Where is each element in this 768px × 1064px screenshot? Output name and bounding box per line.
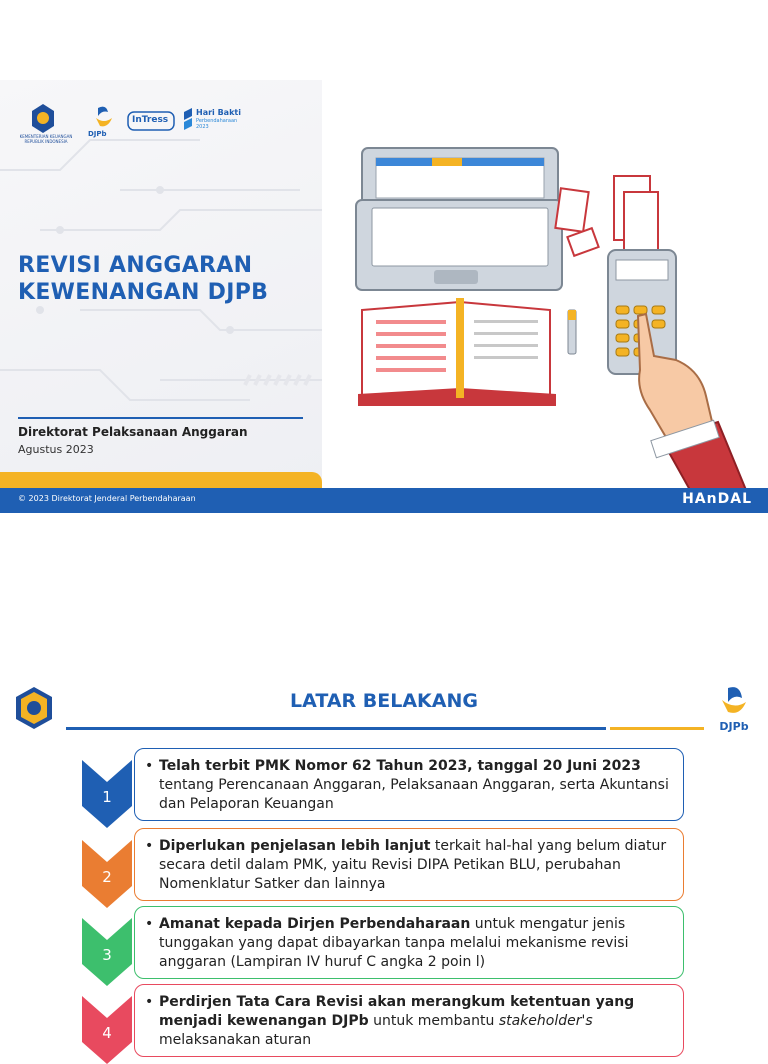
step-box	[134, 828, 684, 901]
title-underline-accent	[610, 727, 704, 730]
step-text-rest: untuk membantu	[368, 1013, 499, 1029]
logo-strip	[16, 102, 276, 142]
slide-footer	[0, 488, 768, 513]
kemenkeu-text: KEMENTERIAN KEUANGAN	[19, 134, 73, 139]
step-text-bold: Amanat kepada Dirjen Perbendaharaan	[159, 916, 471, 932]
organization-name: Direktorat Pelaksanaan Anggaran	[18, 425, 248, 439]
title-divider	[18, 417, 303, 419]
step-number: 1	[102, 788, 112, 806]
bullet: •	[145, 838, 154, 854]
step-box	[134, 906, 684, 979]
slide-title: REVISI ANGGARAN KEWENANGAN DJPB	[18, 253, 269, 305]
step-number: 2	[102, 868, 112, 886]
section-title: LATAR BELAKANG	[290, 690, 478, 712]
haribakti-year: 2023	[196, 124, 209, 130]
bullet: •	[145, 916, 154, 932]
list-item	[80, 906, 690, 978]
djpb-text: DJPb	[88, 130, 107, 138]
presentation-date: Agustus 2023	[18, 443, 94, 456]
laptop-icon	[356, 148, 562, 290]
step-text	[159, 915, 673, 972]
background-slide	[0, 672, 768, 1048]
accent-bar	[0, 472, 322, 488]
step-number: 4	[102, 1024, 112, 1042]
finance-illustration	[350, 140, 760, 490]
haribakti-text: Hari Bakti	[196, 108, 241, 117]
step-text	[159, 837, 673, 894]
copyright-text: © 2023 Direktorat Jenderal Perbendaharaan	[18, 494, 196, 503]
book-icon	[358, 298, 556, 406]
djpb-logo	[96, 107, 112, 127]
step-text-rest: tentang Perencanaan Anggaran, Pelaksanaan Anggaran, serta Akuntansi dan Pelaporan Keuangan	[159, 777, 669, 812]
step-text-rest: untuk mengatur jenis tunggakan yang dapat dibayarkan tanpa melalui mekanisme revisi anggaran (Lampiran IV huruf C angka 2 poin l)	[159, 916, 629, 970]
djpb-label: DJPb	[719, 720, 749, 733]
djpb-emblem	[712, 686, 756, 716]
list-item	[80, 748, 690, 820]
step-text-bold: Perdirjen Tata Cara Revisi akan merangkum ketentuan yang menjadi kewenangan DJPb	[159, 994, 635, 1029]
receipt-icon	[555, 176, 658, 256]
intress-text: InTress	[132, 115, 169, 125]
kemenkeu-logo	[32, 104, 54, 133]
title-slide	[0, 80, 768, 513]
step-text-italic: stakeholder's	[498, 1013, 593, 1029]
step-text-bold: Diperlukan penjelasan lebih lanjut	[159, 838, 431, 854]
step-box	[134, 984, 684, 1057]
list-item	[80, 984, 690, 1056]
pen-icon	[568, 310, 576, 354]
step-box	[134, 748, 684, 821]
bullet: •	[145, 758, 154, 774]
kemenkeu-subtext: REPUBLIK INDONESIA	[24, 139, 68, 144]
handal-logo: HAnDAL	[682, 491, 752, 507]
list-item	[80, 828, 690, 900]
step-text-rest: terkait hal-hal yang belum diatur secara detil dalam PMK, yaitu Revisi DIPA Petikan BLU, perubahan Nomenklatur Satker dan lainnya	[159, 838, 667, 892]
djpb-logo	[712, 686, 756, 734]
step-text-bold: Telah terbit PMK Nomor 62 Tahun 2023, tanggal 20 Juni 2023	[159, 758, 641, 774]
title-underline	[66, 727, 606, 730]
step-text-rest2: melaksanakan aturan	[159, 1032, 312, 1048]
step-text	[159, 757, 673, 814]
haribakti-subtext: Perbendaharaan	[196, 118, 238, 124]
step-text	[159, 993, 673, 1050]
bullet: •	[145, 994, 154, 1010]
step-number: 3	[102, 946, 112, 964]
haribakti-logo	[184, 108, 192, 130]
